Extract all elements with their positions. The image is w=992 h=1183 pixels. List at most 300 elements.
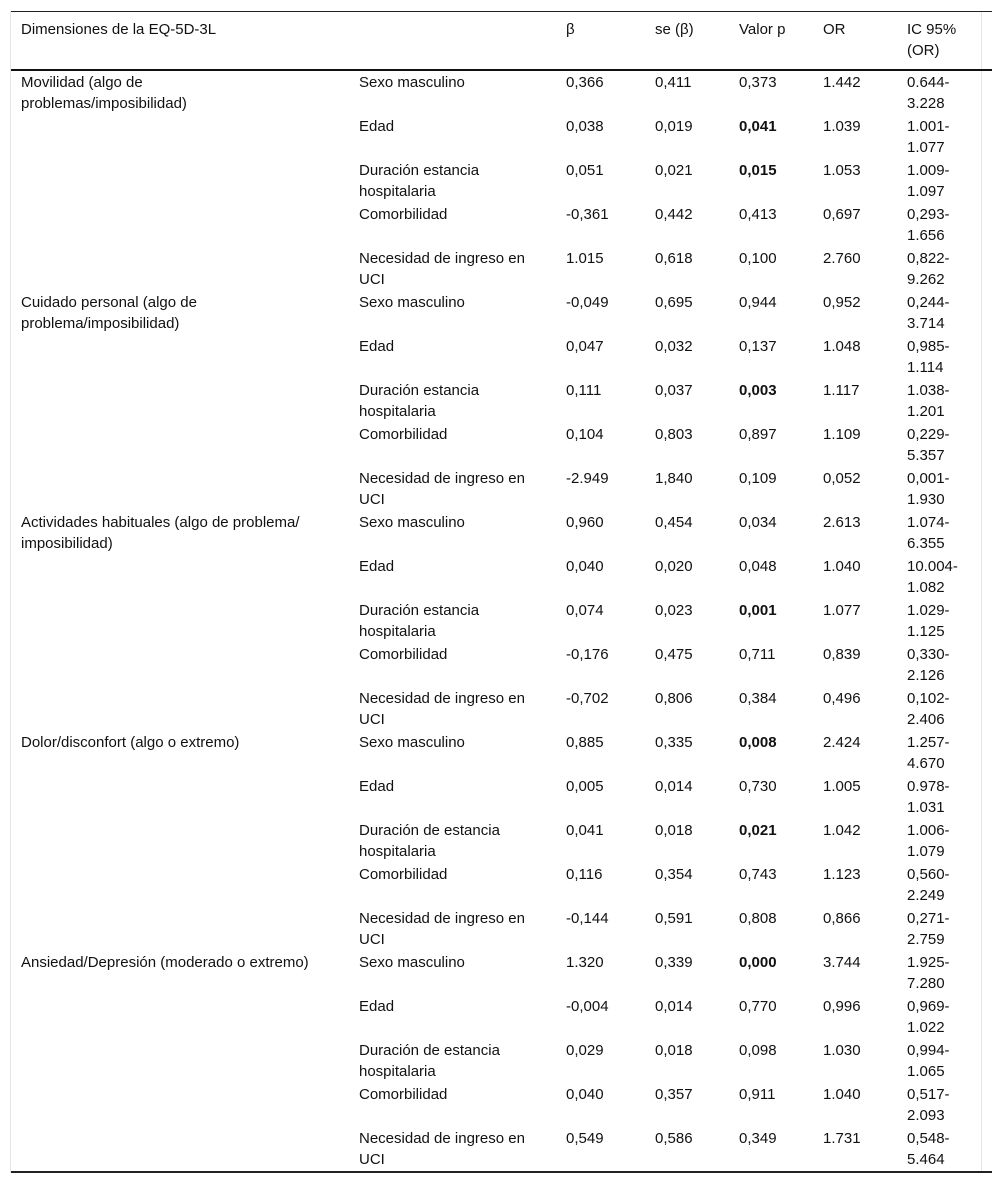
beta-value: 0,047 — [566, 338, 604, 355]
variable-cell — [349, 247, 566, 291]
table-body — [11, 70, 992, 1172]
beta-value: 0,111 — [566, 382, 602, 399]
results-table-container — [10, 11, 982, 1173]
beta-value: -0,702 — [566, 690, 609, 707]
pvalue-value: 0,021 — [739, 822, 777, 839]
variable-cell — [349, 203, 566, 247]
or-value: 0,052 — [823, 470, 861, 487]
beta-cell — [566, 423, 655, 467]
variable-value: Necesidad de ingreso en UCI — [359, 690, 525, 728]
beta-value: 0,074 — [566, 602, 604, 619]
beta-cell — [566, 467, 655, 511]
beta-cell — [566, 115, 655, 159]
se-value: 0,019 — [655, 118, 693, 135]
variable-value: Duración de estancia hospitalaria — [359, 1042, 500, 1080]
variable-cell — [349, 907, 566, 951]
header-or-label: OR — [823, 21, 846, 38]
or-cell — [823, 1127, 907, 1172]
pvalue-cell — [739, 863, 823, 907]
variable-value: Comorbilidad — [359, 1086, 448, 1103]
variable-value: Edad — [359, 338, 395, 355]
beta-value: 0,038 — [566, 118, 604, 135]
variable-cell — [349, 467, 566, 511]
or-cell — [823, 511, 907, 555]
ci-value: 0,517-2.093 — [907, 1086, 950, 1124]
se-value: 0,032 — [655, 338, 693, 355]
header-ci-label: IC 95% (OR) — [907, 21, 957, 59]
ci-cell — [907, 247, 992, 291]
pvalue-value: 0,003 — [739, 382, 777, 399]
or-cell — [823, 115, 907, 159]
ci-value: 0,271-2.759 — [907, 910, 950, 948]
se-value: 0,020 — [655, 558, 693, 575]
dimension-cell — [11, 70, 349, 291]
table-row — [11, 291, 992, 335]
ci-value: 0,330-2.126 — [907, 646, 950, 684]
ci-value: 0,001-1.930 — [907, 470, 950, 508]
se-value: 0,014 — [655, 998, 693, 1015]
ci-value: 0,969-1.022 — [907, 998, 950, 1036]
variable-value: Comorbilidad — [359, 426, 448, 443]
or-cell — [823, 247, 907, 291]
pvalue-value: 0,048 — [739, 558, 777, 575]
pvalue-cell — [739, 203, 823, 247]
pvalue-value: 0,944 — [739, 294, 777, 311]
variable-value: Edad — [359, 998, 395, 1015]
variable-value: Sexo masculino — [359, 734, 465, 751]
pvalue-cell — [739, 115, 823, 159]
ci-cell — [907, 995, 992, 1039]
variable-value: Necesidad de ingreso en UCI — [359, 470, 525, 508]
or-cell — [823, 1039, 907, 1083]
variable-cell — [349, 291, 566, 335]
se-cell — [655, 643, 739, 687]
dimension-cell — [11, 951, 349, 1172]
se-value: 0,018 — [655, 822, 693, 839]
pvalue-cell — [739, 687, 823, 731]
se-cell — [655, 423, 739, 467]
variable-cell — [349, 643, 566, 687]
variable-cell — [349, 511, 566, 555]
pvalue-value: 0,711 — [739, 646, 776, 663]
se-cell — [655, 731, 739, 775]
pvalue-cell — [739, 1127, 823, 1172]
header-se — [655, 12, 739, 71]
or-value: 1.042 — [823, 822, 861, 839]
se-cell — [655, 775, 739, 819]
ci-value: 1.074-6.355 — [907, 514, 950, 552]
or-cell — [823, 731, 907, 775]
beta-value: 0,051 — [566, 162, 604, 179]
ci-cell — [907, 1127, 992, 1172]
pvalue-cell — [739, 555, 823, 599]
beta-cell — [566, 70, 655, 115]
or-value: 1.053 — [823, 162, 861, 179]
header-se-label: se (β) — [655, 21, 694, 38]
beta-value: 1.320 — [566, 954, 604, 971]
variable-value: Edad — [359, 118, 395, 135]
ci-value: 0.644-3.228 — [907, 74, 950, 112]
variable-value: Comorbilidad — [359, 646, 448, 663]
or-value: 0,866 — [823, 910, 861, 927]
se-cell — [655, 687, 739, 731]
ci-cell — [907, 775, 992, 819]
beta-value: 1.015 — [566, 250, 604, 267]
variable-cell — [349, 1083, 566, 1127]
or-value: 1.117 — [823, 382, 860, 399]
variable-value: Sexo masculino — [359, 294, 465, 311]
variable-cell — [349, 599, 566, 643]
se-cell — [655, 995, 739, 1039]
se-cell — [655, 555, 739, 599]
ci-value: 0,985-1.114 — [907, 338, 950, 376]
se-value: 0,021 — [655, 162, 693, 179]
or-value: 1.048 — [823, 338, 861, 355]
se-value: 0,475 — [655, 646, 693, 663]
variable-cell — [349, 775, 566, 819]
dimension-label: Movilidad (algo de problemas/imposibilidad) — [21, 74, 187, 112]
header-dimension-label: Dimensiones de la EQ-5D-3L — [21, 21, 217, 38]
pvalue-cell — [739, 511, 823, 555]
pvalue-value: 0,743 — [739, 866, 777, 883]
ci-cell — [907, 643, 992, 687]
pvalue-value: 0,015 — [739, 162, 777, 179]
beta-value: 0,960 — [566, 514, 604, 531]
or-value: 1.030 — [823, 1042, 861, 1059]
variable-value: Comorbilidad — [359, 206, 448, 223]
or-cell — [823, 687, 907, 731]
beta-value: -0,049 — [566, 294, 609, 311]
pvalue-cell — [739, 1083, 823, 1127]
ci-cell — [907, 819, 992, 863]
variable-cell — [349, 819, 566, 863]
pvalue-value: 0,008 — [739, 734, 777, 751]
dimension-cell — [11, 511, 349, 731]
or-value: 0,496 — [823, 690, 861, 707]
dimension-label: Dolor/disconfort (algo o extremo) — [21, 734, 240, 751]
beta-cell — [566, 1127, 655, 1172]
header-variable — [349, 12, 566, 71]
header-ci — [907, 12, 992, 71]
header-or — [823, 12, 907, 71]
header-pvalue-label: Valor p — [739, 21, 786, 38]
pvalue-cell — [739, 599, 823, 643]
pvalue-cell — [739, 423, 823, 467]
pvalue-value: 0,001 — [739, 602, 777, 619]
pvalue-cell — [739, 775, 823, 819]
or-value: 0,839 — [823, 646, 861, 663]
se-cell — [655, 467, 739, 511]
beta-cell — [566, 203, 655, 247]
or-cell — [823, 70, 907, 115]
or-cell — [823, 819, 907, 863]
ci-value: 1.001-1.077 — [907, 118, 950, 156]
or-cell — [823, 467, 907, 511]
ci-cell — [907, 115, 992, 159]
beta-value: 0,029 — [566, 1042, 604, 1059]
se-value: 0,618 — [655, 250, 693, 267]
or-cell — [823, 423, 907, 467]
table-row — [11, 951, 992, 995]
beta-cell — [566, 159, 655, 203]
ci-cell — [907, 731, 992, 775]
variable-value: Comorbilidad — [359, 866, 448, 883]
pvalue-value: 0,100 — [739, 250, 777, 267]
or-cell — [823, 379, 907, 423]
beta-value: 0,116 — [566, 866, 603, 883]
pvalue-cell — [739, 995, 823, 1039]
header-beta-label: β — [566, 21, 575, 38]
ci-cell — [907, 863, 992, 907]
table-row — [11, 731, 992, 775]
beta-cell — [566, 643, 655, 687]
ci-cell — [907, 1083, 992, 1127]
beta-value: -0,361 — [566, 206, 609, 223]
ci-value: 0,994-1.065 — [907, 1042, 950, 1080]
or-value: 1.040 — [823, 558, 861, 575]
pvalue-value: 0,897 — [739, 426, 777, 443]
ci-cell — [907, 467, 992, 511]
or-value: 1.123 — [823, 866, 861, 883]
beta-cell — [566, 247, 655, 291]
ci-value: 10.004-1.082 — [907, 558, 958, 596]
beta-cell — [566, 819, 655, 863]
beta-value: -2.949 — [566, 470, 609, 487]
ci-cell — [907, 159, 992, 203]
ci-value: 1.009-1.097 — [907, 162, 950, 200]
se-cell — [655, 511, 739, 555]
variable-value: Necesidad de ingreso en UCI — [359, 1130, 525, 1168]
pvalue-cell — [739, 467, 823, 511]
or-cell — [823, 335, 907, 379]
pvalue-cell — [739, 247, 823, 291]
beta-value: 0,040 — [566, 1086, 604, 1103]
se-value: 0,411 — [655, 74, 692, 91]
variable-value: Sexo masculino — [359, 514, 465, 531]
ci-value: 0,548-5.464 — [907, 1130, 950, 1168]
pvalue-value: 0,041 — [739, 118, 777, 135]
se-value: 1,840 — [655, 470, 693, 487]
variable-cell — [349, 555, 566, 599]
pvalue-cell — [739, 731, 823, 775]
or-value: 1.109 — [823, 426, 861, 443]
header-beta — [566, 12, 655, 71]
se-value: 0,442 — [655, 206, 693, 223]
beta-cell — [566, 995, 655, 1039]
or-cell — [823, 907, 907, 951]
ci-cell — [907, 555, 992, 599]
beta-cell — [566, 907, 655, 951]
or-cell — [823, 951, 907, 995]
variable-cell — [349, 115, 566, 159]
se-cell — [655, 379, 739, 423]
pvalue-value: 0,000 — [739, 954, 777, 971]
beta-value: 0,005 — [566, 778, 604, 795]
or-cell — [823, 291, 907, 335]
beta-cell — [566, 863, 655, 907]
ci-value: 0.978-1.031 — [907, 778, 950, 816]
pvalue-value: 0,770 — [739, 998, 777, 1015]
pvalue-cell — [739, 335, 823, 379]
or-cell — [823, 643, 907, 687]
header-row — [11, 12, 992, 71]
ci-value: 0,293-1.656 — [907, 206, 950, 244]
se-value: 0,339 — [655, 954, 693, 971]
beta-cell — [566, 511, 655, 555]
ci-cell — [907, 335, 992, 379]
se-cell — [655, 335, 739, 379]
ci-value: 1.029-1.125 — [907, 602, 950, 640]
se-value: 0,454 — [655, 514, 693, 531]
ci-cell — [907, 687, 992, 731]
or-cell — [823, 555, 907, 599]
se-value: 0,023 — [655, 602, 693, 619]
or-value: 1.040 — [823, 1086, 861, 1103]
beta-cell — [566, 1039, 655, 1083]
se-value: 0,806 — [655, 690, 693, 707]
se-cell — [655, 291, 739, 335]
pvalue-value: 0,349 — [739, 1130, 777, 1147]
se-value: 0,591 — [655, 910, 693, 927]
variable-cell — [349, 379, 566, 423]
variable-value: Edad — [359, 778, 395, 795]
or-value: 3.744 — [823, 954, 861, 971]
se-cell — [655, 951, 739, 995]
beta-value: 0,549 — [566, 1130, 604, 1147]
beta-cell — [566, 951, 655, 995]
beta-cell — [566, 555, 655, 599]
pvalue-cell — [739, 951, 823, 995]
se-value: 0,014 — [655, 778, 693, 795]
beta-value: 0,041 — [566, 822, 604, 839]
dimension-cell — [11, 731, 349, 951]
beta-cell — [566, 291, 655, 335]
variable-value: Necesidad de ingreso en UCI — [359, 250, 525, 288]
pvalue-cell — [739, 1039, 823, 1083]
ci-value: 0,560-2.249 — [907, 866, 950, 904]
dimension-label: Actividades habituales (algo de problema/ imposibilidad) — [21, 514, 300, 552]
ci-cell — [907, 951, 992, 995]
variable-cell — [349, 159, 566, 203]
beta-cell — [566, 335, 655, 379]
se-cell — [655, 203, 739, 247]
beta-cell — [566, 731, 655, 775]
pvalue-cell — [739, 907, 823, 951]
ci-cell — [907, 511, 992, 555]
beta-value: 0,885 — [566, 734, 604, 751]
variable-cell — [349, 951, 566, 995]
se-cell — [655, 907, 739, 951]
se-cell — [655, 1127, 739, 1172]
variable-cell — [349, 995, 566, 1039]
ci-cell — [907, 379, 992, 423]
ci-value: 1.925-7.280 — [907, 954, 950, 992]
or-value: 0,996 — [823, 998, 861, 1015]
ci-cell — [907, 907, 992, 951]
ci-value: 1.038-1.201 — [907, 382, 950, 420]
pvalue-value: 0,109 — [739, 470, 777, 487]
ci-value: 0,229-5.357 — [907, 426, 950, 464]
or-cell — [823, 159, 907, 203]
se-cell — [655, 819, 739, 863]
beta-value: 0,366 — [566, 74, 604, 91]
dimension-label: Cuidado personal (algo de problema/imposibilidad) — [21, 294, 197, 332]
pvalue-value: 0,384 — [739, 690, 777, 707]
pvalue-cell — [739, 291, 823, 335]
or-value: 2.424 — [823, 734, 861, 751]
se-cell — [655, 159, 739, 203]
header-pvalue — [739, 12, 823, 71]
table-row — [11, 70, 992, 115]
se-value: 0,354 — [655, 866, 693, 883]
pvalue-cell — [739, 379, 823, 423]
beta-cell — [566, 599, 655, 643]
variable-cell — [349, 1127, 566, 1172]
variable-cell — [349, 70, 566, 115]
variable-cell — [349, 863, 566, 907]
pvalue-value: 0,808 — [739, 910, 777, 927]
pvalue-value: 0,730 — [739, 778, 777, 795]
variable-cell — [349, 687, 566, 731]
ci-value: 1.257-4.670 — [907, 734, 950, 772]
or-cell — [823, 775, 907, 819]
pvalue-value: 0,137 — [739, 338, 777, 355]
se-value: 0,037 — [655, 382, 693, 399]
ci-value: 1.006-1.079 — [907, 822, 950, 860]
beta-value: -0,144 — [566, 910, 609, 927]
ci-cell — [907, 291, 992, 335]
beta-value: 0,040 — [566, 558, 604, 575]
variable-value: Necesidad de ingreso en UCI — [359, 910, 525, 948]
table-row — [11, 511, 992, 555]
pvalue-value: 0,098 — [739, 1042, 777, 1059]
se-cell — [655, 599, 739, 643]
se-cell — [655, 247, 739, 291]
se-cell — [655, 70, 739, 115]
variable-value: Edad — [359, 558, 395, 575]
se-value: 0,586 — [655, 1130, 693, 1147]
or-value: 2.760 — [823, 250, 861, 267]
beta-value: -0,176 — [566, 646, 609, 663]
se-cell — [655, 115, 739, 159]
ci-cell — [907, 70, 992, 115]
beta-value: -0,004 — [566, 998, 609, 1015]
se-value: 0,018 — [655, 1042, 693, 1059]
dimension-cell — [11, 291, 349, 511]
variable-cell — [349, 423, 566, 467]
eq5d-regression-table — [11, 11, 992, 1173]
se-value: 0,357 — [655, 1086, 693, 1103]
se-value: 0,335 — [655, 734, 693, 751]
se-value: 0,695 — [655, 294, 693, 311]
beta-cell — [566, 379, 655, 423]
or-value: 0,697 — [823, 206, 861, 223]
or-cell — [823, 1083, 907, 1127]
ci-cell — [907, 423, 992, 467]
or-value: 1.005 — [823, 778, 861, 795]
variable-value: Duración estancia hospitalaria — [359, 162, 480, 200]
variable-value: Duración estancia hospitalaria — [359, 602, 480, 640]
pvalue-value: 0,911 — [739, 1086, 776, 1103]
variable-cell — [349, 1039, 566, 1083]
variable-cell — [349, 731, 566, 775]
or-cell — [823, 599, 907, 643]
variable-value: Sexo masculino — [359, 74, 465, 91]
variable-value: Duración de estancia hospitalaria — [359, 822, 500, 860]
or-cell — [823, 203, 907, 247]
or-value: 1.077 — [823, 602, 861, 619]
pvalue-value: 0,413 — [739, 206, 777, 223]
